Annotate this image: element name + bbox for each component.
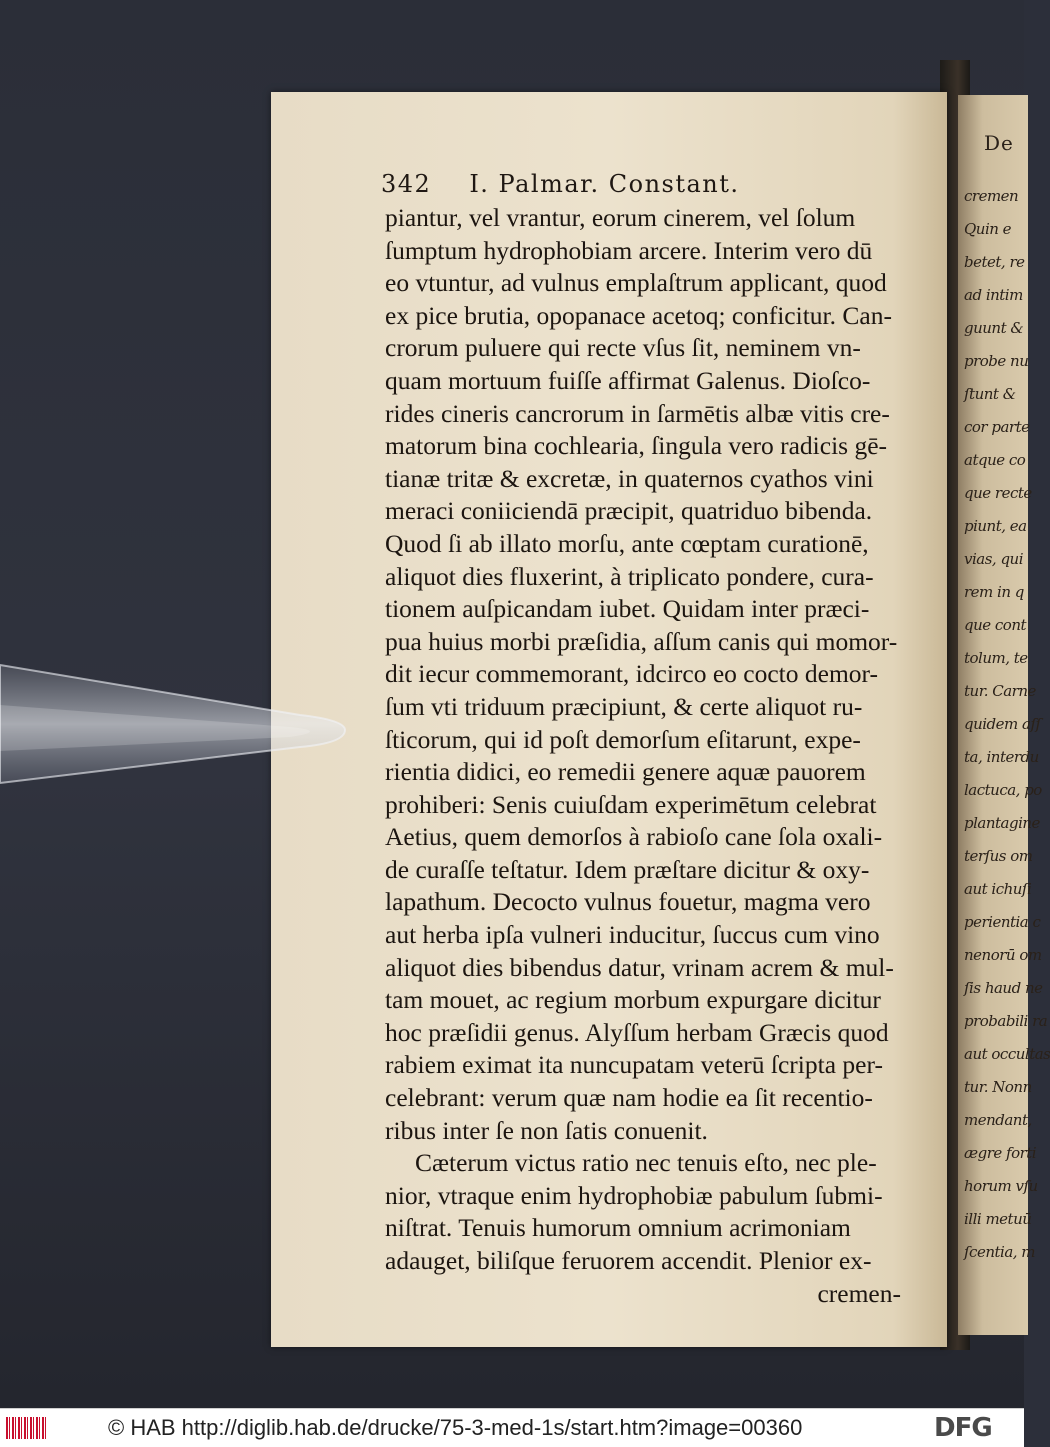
text-line: de curaſſe teſtatur. Idem præſtare dicitur & oxy- — [385, 854, 870, 884]
facing-text-line: illi metuū — [964, 1210, 1032, 1228]
running-head — [381, 170, 861, 198]
text-line: dit iecur commemorant, idcirco eo cocto demor- — [385, 659, 879, 689]
facing-text-line: plantagine — [964, 814, 1040, 832]
facing-text-line: Quin e — [964, 220, 1012, 238]
facing-text-line: guunt & — [964, 319, 1024, 337]
text-line: rabiem eximat ita nuncupatam veterū ſcripta per- — [385, 1050, 883, 1080]
text-line: ſumptum hydrophobiam arcere. Interim vero dū — [385, 235, 873, 265]
book-page — [271, 92, 947, 1347]
facing-text-line: ad intim — [964, 286, 1023, 304]
paragraph-1 — [385, 202, 915, 1147]
text-line: matorum bina cochlearia, ſingula vero radicis gē- — [385, 431, 888, 461]
source-url[interactable]: © HAB http://diglib.hab.de/drucke/75-3-med-1s/start.htm?image=00360 — [108, 1415, 803, 1440]
facing-text-line: tur. Carne — [964, 682, 1036, 700]
text-line: Cæterum victus ratio nec tenuis eſto, nec ple- — [415, 1148, 877, 1178]
text-line: tam mouet, ac regium morbum expurgare dicitur — [385, 985, 881, 1015]
facing-text-line: horum vſu — [964, 1177, 1038, 1195]
facing-text-line: terſus om — [964, 847, 1033, 865]
text-line: eo vtuntur, ad vulnus emplaſtrum applicant, quod — [385, 268, 887, 298]
facing-text-line: ſis haud ne — [964, 979, 1043, 997]
text-line: adauget, biliſque feruorem accendit. Plenior ex- — [385, 1246, 872, 1275]
text-line: aliquot dies fluxerint, à triplicato pondere, cura- — [385, 561, 874, 591]
text-line: rientia didici, eo remedii genere aquæ pauorem — [385, 757, 866, 787]
footer-bar — [0, 1408, 1024, 1447]
text-line: ſum vti triduum præcipiunt, & certe aliquot ru- — [385, 691, 863, 721]
text-line: pua huius morbi præſidia, aſſum canis qui momor- — [385, 626, 898, 656]
text-line: ex pice brutia, opopanace acetoq; conficitur. Can- — [385, 300, 892, 330]
text-line: ribus inter ſe non ſatis conuenit. — [385, 1115, 708, 1145]
facing-text-line: ægre forti — [964, 1144, 1037, 1162]
facing-text-line: tolum, te — [964, 649, 1028, 667]
facing-text-line: lactuca, po — [964, 781, 1042, 799]
text-line: nior, vtraque enim hydrophobiæ pabulum ſubmi- — [385, 1180, 883, 1210]
facing-text-line: que recte — [964, 484, 1032, 502]
text-line: prohiberi: Senis cuiuſdam experimētum celebrat — [385, 789, 877, 819]
facing-text-line: rem in q — [964, 583, 1024, 601]
text-line: rides cineris cancrorum in ſarmētis albæ vitis cre- — [385, 398, 890, 428]
text-line: quam mortuum fuiſſe affirmat Galenus. Dioſco- — [385, 365, 871, 395]
dfg-logo: DFG — [934, 1413, 992, 1443]
facing-text-line: cremen — [964, 187, 1019, 205]
facing-text-line: mendant, — [964, 1111, 1032, 1129]
facing-text-line: aut occultas — [964, 1045, 1050, 1063]
facing-text-line: probe nu — [964, 352, 1029, 370]
text-line: Aetius, quem demorſos à rabioſo cane ſola oxali- — [385, 822, 883, 852]
page-number: 342 — [381, 170, 432, 198]
text-line: lapathum. Decocto vulnus fouetur, magma vero — [385, 887, 871, 917]
text-line: tianæ tritæ & excretæ, in quaternos cyathos vini — [385, 463, 874, 493]
facing-page-head: De — [984, 131, 1014, 155]
text-line: aliquot dies bibendus datur, vrinam acrem & mul- — [385, 952, 894, 982]
text-line: tionem auſpicandam iubet. Quidam inter præci- — [385, 594, 870, 624]
facing-text-line: que cont — [964, 616, 1027, 634]
text-line: niſtrat. Tenuis humorum omnium acrimoniam — [385, 1213, 851, 1243]
text-line: Quod ſi ab illato morſu, ante cœptam curationē, — [385, 528, 869, 558]
page-text — [385, 202, 915, 1310]
facing-page — [958, 95, 1050, 1335]
text-line: ſticorum, qui id poſt demorſum eſitarunt, expe- — [385, 724, 861, 754]
paragraph-2 — [385, 1147, 915, 1277]
hab-barcode-logo — [6, 1417, 46, 1439]
text-line: hoc præſidii genus. Alyſſum herbam Græcis quod — [385, 1017, 889, 1047]
facing-text-line: perientia c — [964, 913, 1041, 931]
facing-text-line: atque co — [964, 451, 1026, 469]
facing-text-line: tur. Nonn — [964, 1078, 1032, 1096]
facing-text-line: ſtunt & — [964, 385, 1016, 403]
text-line: meraci coniiciendā præcipit, quatriduo bibenda. — [385, 496, 873, 526]
facing-text-line: piunt, ea — [964, 517, 1027, 535]
facing-text-line: ſcentia, m — [964, 1243, 1036, 1261]
running-head-title: I. Palmar. Constant. — [469, 170, 740, 198]
facing-text-line: betet, re — [964, 253, 1025, 271]
facing-text-line: cor parte — [964, 418, 1030, 436]
facing-text-line: vias, qui — [964, 550, 1024, 568]
text-line: piantur, vel vrantur, eorum cinerem, vel ſolum — [385, 203, 856, 232]
text-line: crorum puluere qui recte vſus ſit, neminem vn- — [385, 333, 861, 363]
facing-text-line: nenorū om — [964, 946, 1042, 964]
text-line: celebrant: verum quæ nam hodie ea ſit recentio- — [385, 1083, 873, 1113]
facing-text-line: ta, interdu — [964, 748, 1039, 766]
facing-text-line: quidem aſſ — [964, 715, 1041, 733]
catchword: cremen- — [817, 1278, 901, 1308]
facing-text-line: aut ichuſi — [964, 880, 1032, 898]
facing-text-line: probabili ra — [964, 1012, 1048, 1030]
text-line: aut herba ipſa vulneri inducitur, ſuccus cum vino — [385, 920, 880, 950]
